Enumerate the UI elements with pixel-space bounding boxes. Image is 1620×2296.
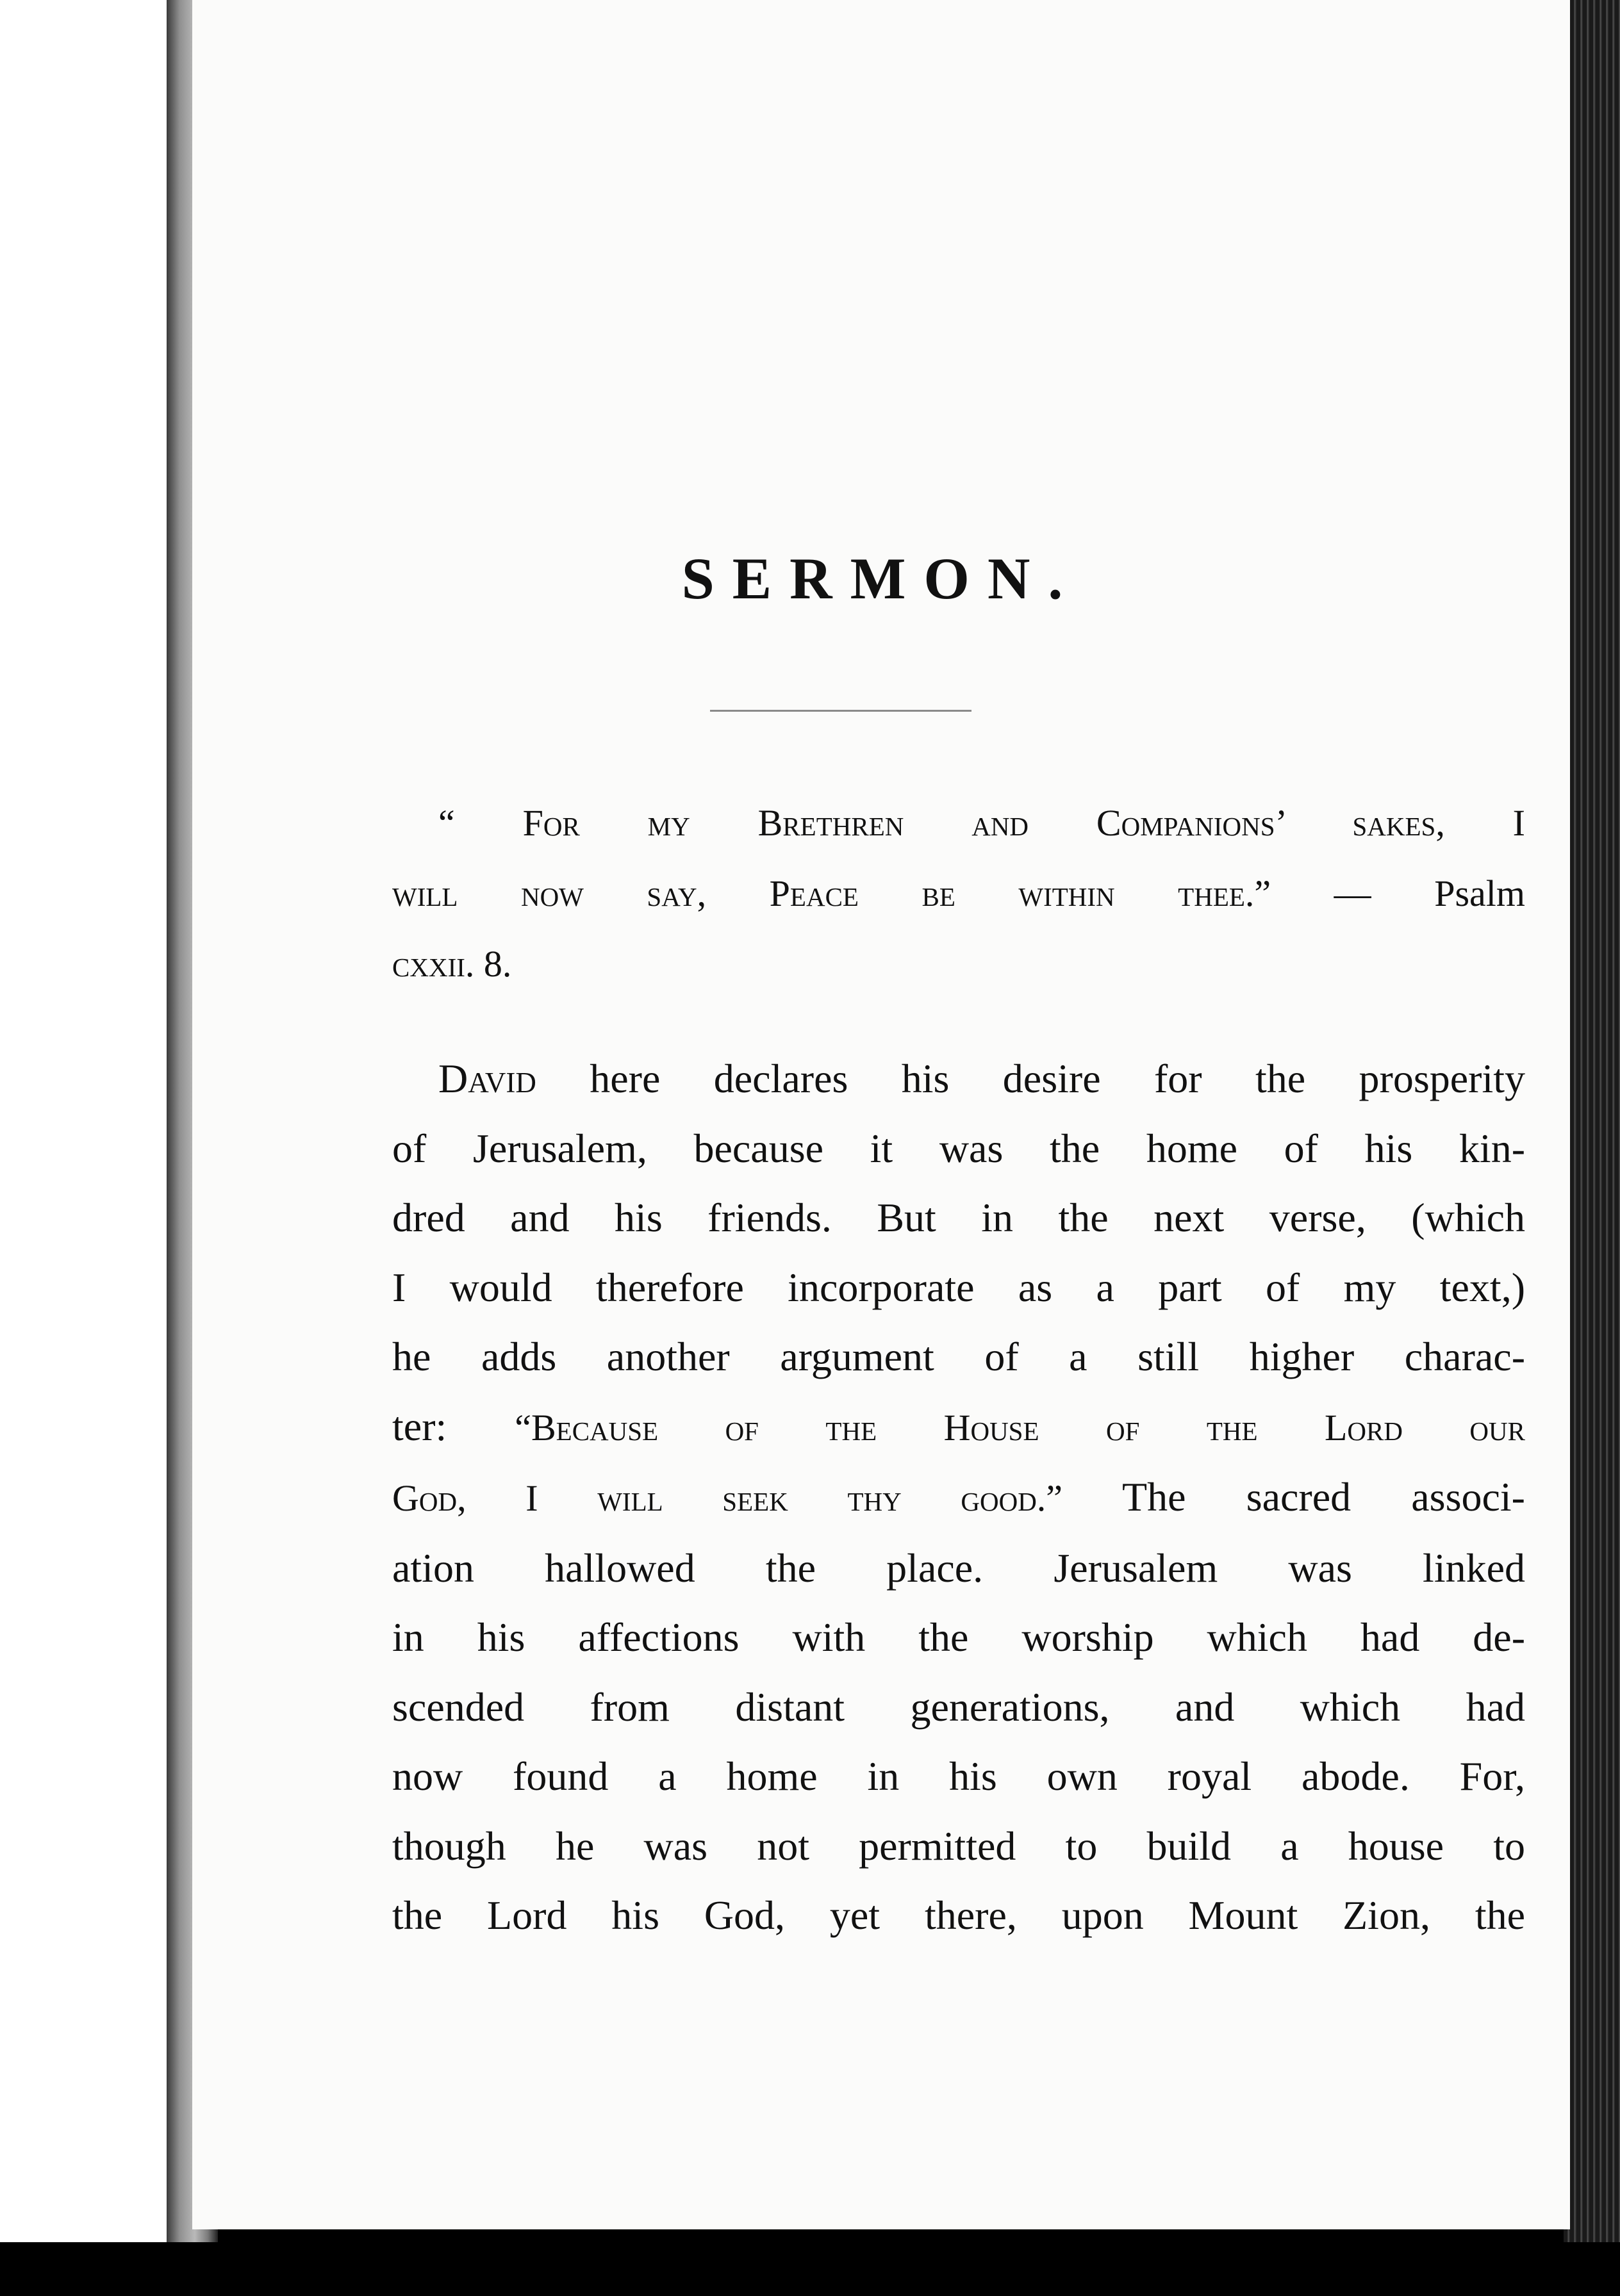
epigraph-citation: Psalm [1434,873,1525,914]
body-line-1 [346,1044,1525,1114]
body-line-10: scended from distant generations, and which had [392,1684,1525,1730]
inline-quote-part-2: God, I will seek thy good.” [392,1477,1063,1519]
body-line-8: ation hallowed the place. Jerusalem was linked [392,1545,1525,1591]
epigraph-line-2 [346,858,1525,929]
body-line-1-text: here declares his desire for the prosperity [536,1056,1525,1101]
inline-quote-part-1: “Because of the House of the Lord our [515,1406,1525,1448]
body-paragraph [346,1044,1525,1951]
lead-word: David [438,1056,536,1101]
left-page-edge [0,0,192,2242]
body-line-2: of Jerusalem, because it was the home of his kin- [392,1125,1525,1171]
epigraph-scripture-quote [346,788,1525,999]
epigraph-line-3: cxxii. 8. [392,943,512,985]
body-line-13: the Lord his God, yet there, upon Mount Zion, the [392,1892,1525,1938]
body-line-3: dred and his friends. But in the next verse, (which [392,1195,1525,1240]
body-line-7 [346,1463,1525,1534]
page [192,0,1570,2229]
body-line-4: I would therefore incorporate as a part of my text,) [392,1264,1525,1310]
body-line-5: he adds another argument of a still higher charac- [392,1334,1525,1379]
right-page-stack-edge [1564,0,1620,2242]
body-line-9: in his affections with the worship which had de- [392,1614,1525,1660]
epigraph-line-2-text: will now say, Peace be within thee.” — [392,873,1435,914]
body-line-11: now found a home in his own royal abode. For, [392,1753,1525,1799]
epigraph-line-1: “ For my Brethren and Companions’ sakes, I [438,802,1525,844]
page-title: SERMON. [681,546,1081,611]
body-line-6 [346,1392,1525,1463]
body-line-6-text: ter: [392,1403,515,1449]
body-line-7-text: The sacred associ- [1062,1474,1525,1520]
body-line-12: though he was not permitted to build a house to [392,1823,1525,1869]
title-divider-rule [710,710,971,712]
